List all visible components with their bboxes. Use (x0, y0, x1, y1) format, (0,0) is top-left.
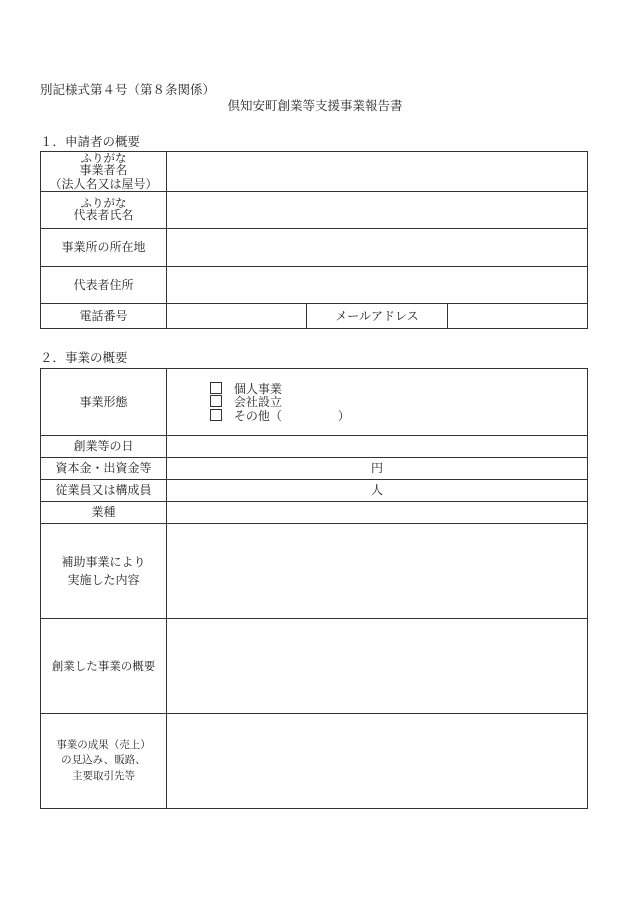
business-name-note: （法人名又は屋号） (49, 176, 158, 191)
phone-field[interactable] (167, 304, 307, 329)
checkbox[interactable] (210, 395, 222, 407)
row-representative-address (41, 267, 588, 304)
form-code: 別記様式第４号（第８条関係） (40, 82, 216, 97)
representative-address-label: 代表者住所 (41, 267, 167, 304)
row-representative (41, 192, 588, 229)
business-name-field[interactable] (167, 152, 588, 192)
business-name-label: 事業者名 (79, 163, 128, 178)
label-representative (41, 192, 167, 229)
business-overview-label: 創業した事業の概要 (41, 618, 167, 713)
label-business-name (41, 152, 167, 192)
section2-heading: ２．事業の概要 (40, 350, 128, 365)
checkbox[interactable] (210, 409, 222, 421)
checkbox[interactable] (210, 382, 222, 394)
option-company[interactable]: 会社設立 (210, 395, 282, 409)
row-business-name (41, 152, 588, 192)
option-other[interactable]: その他（ ） (210, 409, 350, 423)
results-label: 事業の成果（売上） の見込み、販路、 主要取引先等 (41, 713, 167, 808)
row-capital (41, 457, 588, 479)
start-date-label: 創業等の日 (41, 435, 167, 457)
representative-field[interactable] (167, 192, 588, 229)
row-industry (41, 501, 588, 523)
row-business-overview (41, 618, 588, 713)
office-address-field[interactable] (167, 229, 588, 267)
person-unit: 人 (370, 483, 383, 498)
business-overview-field[interactable] (167, 618, 588, 713)
option-sole-proprietor[interactable]: 個人事業 (210, 382, 282, 396)
employees-field[interactable] (167, 479, 588, 501)
document-title: 倶知安町創業等支援事業報告書 (227, 98, 403, 113)
subsidy-content-field[interactable] (167, 523, 588, 618)
capital-label: 資本金・出資金等 (41, 457, 167, 479)
row-contact (41, 304, 588, 329)
section1-heading: １．申請者の概要 (40, 134, 141, 149)
row-office-address (41, 229, 588, 267)
office-address-label: 事業所の所在地 (41, 229, 167, 267)
email-label: メールアドレス (307, 304, 447, 329)
business-table (40, 368, 588, 809)
row-business-type (41, 369, 588, 436)
subsidy-content-label: 補助事業により 実施した内容 (41, 523, 167, 618)
capital-field[interactable] (167, 457, 588, 479)
row-subsidy-content (41, 523, 588, 618)
representative-label: 代表者氏名 (73, 208, 134, 223)
business-type-label: 事業形態 (41, 369, 167, 436)
ruby-label: ふりがな (80, 196, 127, 211)
yen-unit: 円 (370, 461, 383, 476)
applicant-table (40, 151, 588, 329)
email-field[interactable] (447, 304, 587, 329)
phone-label: 電話番号 (41, 304, 167, 329)
start-date-field[interactable] (167, 435, 588, 457)
employees-label: 従業員又は構成員 (41, 479, 167, 501)
results-field[interactable] (167, 713, 588, 808)
row-start-date (41, 435, 588, 457)
business-type-options (167, 369, 588, 436)
ruby-label: ふりがな (80, 151, 127, 166)
row-results (41, 713, 588, 808)
industry-label: 業種 (41, 501, 167, 523)
industry-field[interactable] (167, 501, 588, 523)
representative-address-field[interactable] (167, 267, 588, 304)
row-employees (41, 479, 588, 501)
